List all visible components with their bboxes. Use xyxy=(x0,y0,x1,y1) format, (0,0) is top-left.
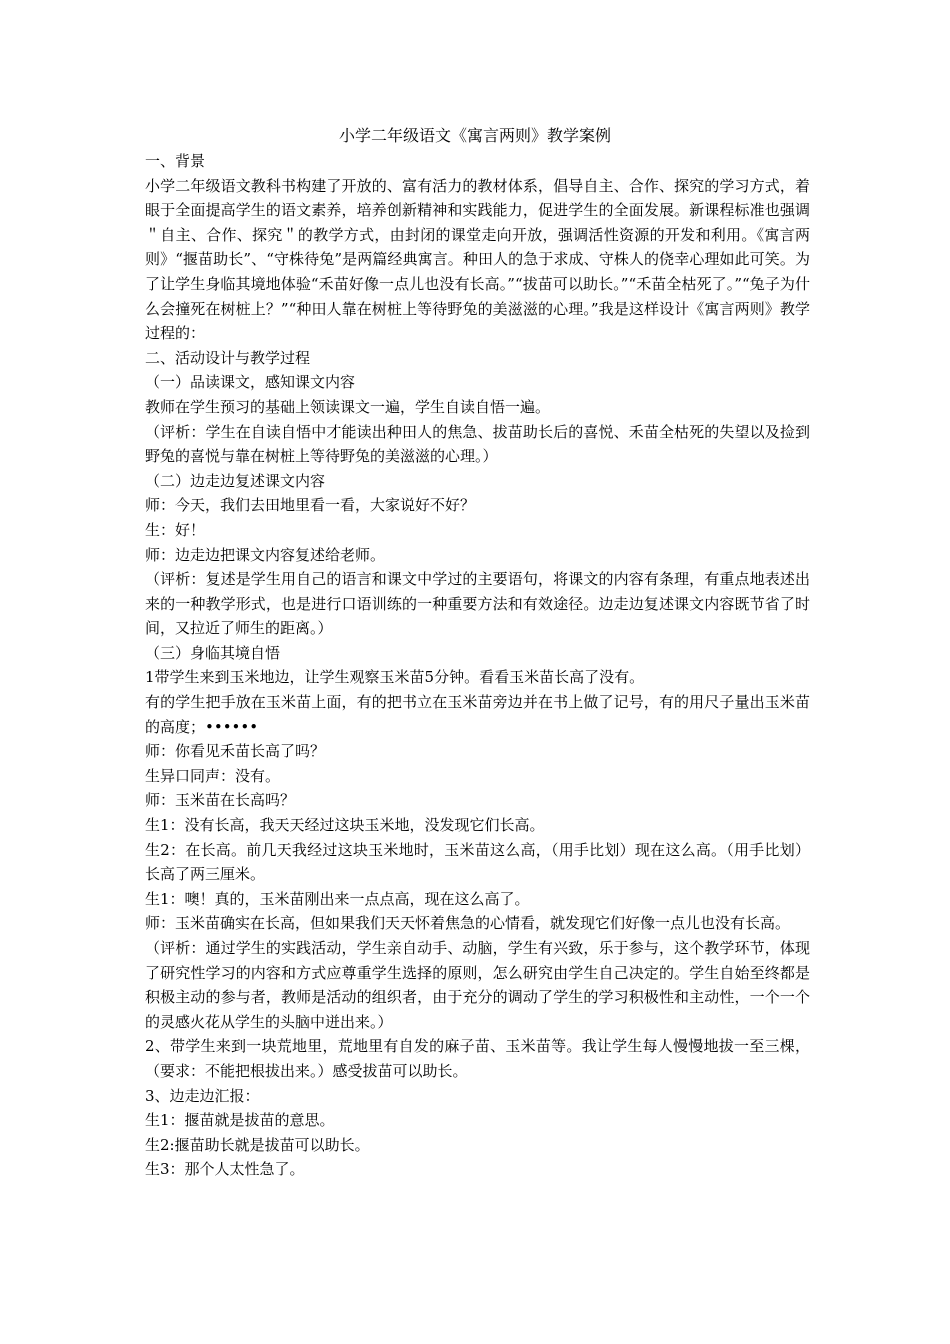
dialogue-line: 师：今天，我们去田地里看一看，大家说好不好？ xyxy=(145,496,476,515)
dialogue-line: 生3：那个人太性急了。 xyxy=(145,1160,305,1179)
commentary: （评析：学生在自读自悟中才能读出种田人的焦急、拔苗助长后的喜悦、禾苗全枯死的失望以及捡到野兔的喜悦与靠在树桩上等待野兔的美滋滋的心理。） xyxy=(145,422,810,466)
dialogue-line: 生异口同声：没有。 xyxy=(145,766,281,785)
commentary: （评析：通过学生的实践活动，学生亲自动手、动脑，学生有兴致，乐于参与，这个教学环节，体现了研究性学习的内容和方式应尊重学生选择的原则，怎么研究由学生自己决定的。学生自始至终都是积极主动的参与者，教师是活动的组织者，由于充分的调动了学生的学习积极性和主动性，一个一个的灵感火花从学生的头脑中迸出来。） xyxy=(145,939,810,1031)
document-body xyxy=(145,149,810,1182)
subsection-heading: （三）身临其境自悟 xyxy=(145,643,281,662)
paragraph: 2、带学生来到一块荒地里，荒地里有自发的麻子苗、玉米苗等。我让学生每人慢慢地拔一至三棵，（要求：不能把根拔出来。）感受拔苗可以助长。 xyxy=(145,1037,810,1080)
dialogue-line: 师：边走边把课文内容复述给老师。 xyxy=(145,545,386,564)
section-heading: 一、背景 xyxy=(145,152,206,170)
document-title: 小学二年级语文《寓言两则》教学案例 xyxy=(338,126,611,145)
commentary: （评析：复述是学生用自己的语言和课文中学过的主要语句，将课文的内容有条理，有重点地表述出来的一种教学形式，也是进行口语训练的一种重要方法和有效途径。边走边复述课文内容既节省了时间，又拉近了师生的距离。） xyxy=(145,570,810,638)
dialogue-line: 生2：在长高。前几天我经过这块玉米地时，玉米苗这么高，（用手比划）现在这么高。（用手比划）长高了两三厘米。 xyxy=(145,840,810,884)
dialogue-line: 生1：揠苗就是拔苗的意思。 xyxy=(145,1111,335,1130)
dialogue-line: 生1：没有长高，我天天经过这块玉米地，没发现它们长高。 xyxy=(145,816,545,835)
dialogue-line: 生1：噢！真的，玉米苗刚出来一点点高，现在这么高了。 xyxy=(145,889,530,908)
dialogue-line: 师：玉米苗在长高吗？ xyxy=(145,791,296,810)
dialogue-line: 师：玉米苗确实在长高，但如果我们天天怀着焦急的心情看，就发现它们好像一点儿也没有长高。 xyxy=(145,914,791,933)
paragraph: 有的学生把手放在玉米苗上面，有的把书立在玉米苗旁边并在书上做了记号，有的用尺子量出玉米苗的高度；•••••• xyxy=(145,693,810,736)
paragraph: 小学二年级语文教科书构建了开放的、富有活力的教材体系，倡导自主、合作、探究的学习方式，着眼于全面提高学生的语文素养，培养创新精神和实践能力，促进学生的全面发展。新课程标准也强调＂自主、合作、探究＂的教学方式，由封闭的课堂走向开放，强调活性资源的开发和利用。《寓言两则》“揠苗助长”、“守株待兔”是两篇经典寓言。种田人的急于求成、守株人的侥幸心理如此可笑。为了让学生身临其境地体验“禾苗好像一点儿也没有长高。”“拔苗可以助长。”“禾苗全枯死了。”“兔子为什么会撞死在树桩上？”“种田人靠在树桩上等待野兔的美滋滋的心理。”我是这样设计《寓言两则》教学过程的： xyxy=(145,176,810,343)
subsection-heading: （一）品读课文，感知课文内容 xyxy=(145,373,356,392)
dialogue-line: 生：好！ xyxy=(145,520,206,539)
paragraph: 教师在学生预习的基础上领读课文一遍，学生自读自悟一遍。 xyxy=(145,397,551,416)
dialogue-line: 师：你看见禾苗长高了吗？ xyxy=(145,742,326,761)
subsection-heading: （二）边走边复述课文内容 xyxy=(145,471,326,490)
dialogue-line: 生2:揠苗助长就是拔苗可以助长。 xyxy=(145,1135,370,1154)
paragraph: 3、边走边汇报： xyxy=(145,1086,260,1105)
paragraph: 1带学生来到玉米地边，让学生观察玉米苗5分钟。看看玉米苗长高了没有。 xyxy=(145,668,645,687)
section-heading: 二、活动设计与教学过程 xyxy=(145,348,311,367)
